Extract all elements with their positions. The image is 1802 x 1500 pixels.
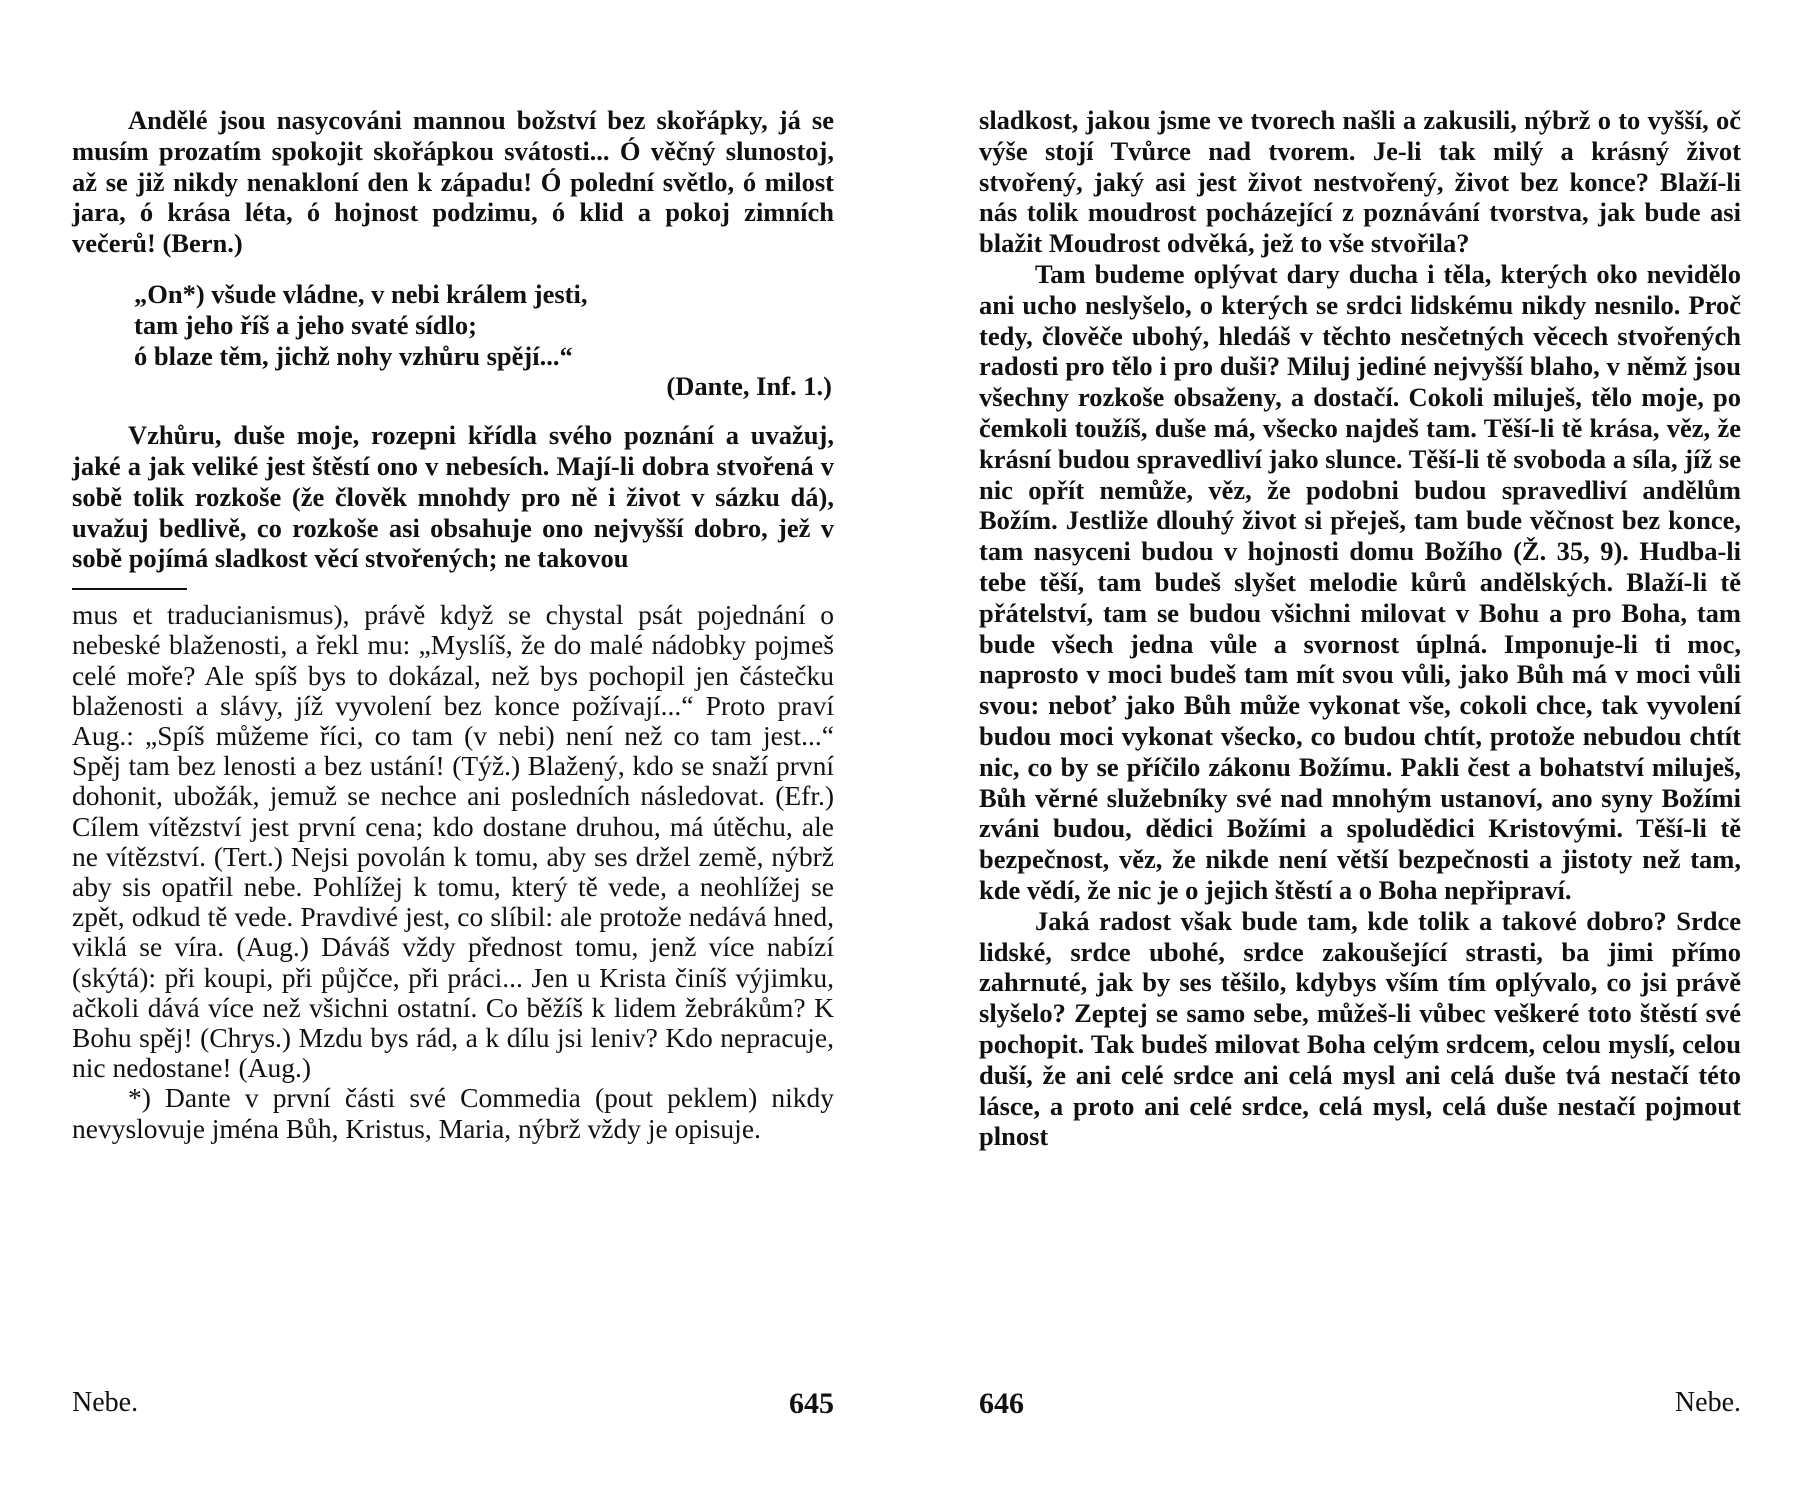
poem-line: ó blaze těm, jichž nohy vzhůru spějí...“ [134,340,573,371]
poem-line: „On*) všude vládne, v nebi králem jesti, [134,278,588,309]
left-text-column [72,105,834,1144]
right-paragraph-joy: Jaká radost však bude tam, kde tolik a takové dobro? Srdce lidské, srdce ubohé, srdce zakoušející strasti, ba jimi přímo zahrnuté, jak by ses těšilo, kdybys vším tím oplývalo, co jsi právě slyšelo? Zeptej se samo sebe, můžeš-li vůbec veškeré toto štěstí své pochopit. Tak budeš milovat Boha celým srdcem, celou myslí, celou duší, že ani celé srdce ani celá mysl ani celá duše tvá nestačí této lásce, a proto ani celé srdce, celá mysl, celá duše nestačí pojmout plnost [979,905,1741,1152]
footnote-rule [72,588,187,590]
footnote-continuation: mus et traducianismus), právě když se chystal psát pojednání o nebeské blaženosti, a řekl mu: „Myslíš, že do malé nádobky pojmeš celé moře? Ale spíš bys to dokázal, než bys pochopil jen částečku blaženosti a slávy, jíž vyvolení bez konce požívají...“ Proto praví Aug.: „Spíš můžeme říci, co tam (v nebi) není než co tam jest...“ Spěj tam bez lenosti a bez ustání! (Týž.) Blažený, kdo se snaží první dohonit, ubožák, jemuž se nechce ani posledních následovat. (Efr.) Cílem vítězství jest první cena; kdo dostane druhou, má útěchu, ale ne vítězství. (Tert.) Nejsi povolán k tomu, aby ses držel země, nýbrž aby sis opatřil nebe. Pohlížej k tomu, který tě vede, a neohlížej se zpět, odkud tě vede. Pravdivé jest, co slíbil: ale protože nedává hned, viklá se víra. (Aug.) Dáváš vždy přednost tomu, jenž více nabízí (skýtá): při koupi, při půjčce, při práci... Jen u Krista činíš výjimku, ačkoli dává více než všichni ostatní. Co běžíš k lidem žebrákům? K Bohu spěj! (Chrys.) Mzdu bys rád, a k dílu jsi leniv? Kdo nepracuje, nic nedostane! (Aug.) [72,599,834,1084]
left-paragraph-upward: Vzhůru, duše moje, rozepni křídla svého poznání a uvažuj, jaké a jak veliké jest štěstí ono v nebesích. Mají-li dobra stvořená v sobě tolik rozkoše (že člověk mnohdy pro ně i život v sázku dá), uvažuj bedlivě, co rozkoše asi obsahuje ono nejvyšší dobro, jež v sobě pojímá sladkost věcí stvořených; ne takovou [72,420,834,574]
running-head: Nebe. [1674,1387,1741,1418]
page-number: 646 [979,1387,1024,1420]
right-paragraph-sweetness: sladkost, jakou jsme ve tvorech našli a zakusili, nýbrž o to vyšší, oč výše stojí Tvůrce nad tvorem. Je-li tak milý a krásný život stvořený, jaký asi jest život nestvořený, život bez konce? Blaží-li nás tolik moudrost pocházející z poznávání tvorstva, jak bude asi blažit Moudrost odvěká, jež to vše stvořila? [979,105,1741,259]
left-paragraph-angels: Andělé jsou nasycováni mannou božství bez skořápky, já se musím prozatím spokojit skořápkou svátosti... Ó věčný slunostoj, až se již nikdy nenakloní den k západu! Ó polední světlo, ó milost jara, ó krása léta, ó hojnost podzimu, ó klid a pokoj zimních večerů! (Bern.) [72,105,834,259]
right-text-column [979,105,1741,1152]
poem-line: tam jeho říš a jeho svaté sídlo; [134,309,477,340]
dante-poem [134,279,834,402]
footnote-dante: *) Dante v první části své Commedia (pout peklem) nikdy nevyslovuje jména Bůh, Kristus, Maria, nýbrž vždy je opisuje. [72,1082,834,1144]
poem-citation: (Dante, Inf. 1.) [666,371,832,402]
right-page [901,0,1802,1500]
page-number: 645 [789,1387,834,1420]
running-head: Nebe. [72,1387,139,1418]
right-paragraph-gifts: Tam budeme oplývat dary ducha i těla, kterých oko nevidělo ani ucho neslyšelo, o kterých se srdci lidskému nikdy nesnilo. Proč tedy, člověče ubohý, hledáš v těchto nesčetných věcech stvořených radosti pro tělo i pro duši? Miluj jediné nejvyšší blaho, v němž jsou všechny rozkoše obsaženy, a dostačí. Cokoli miluješ, tělo moje, po čemkoli toužíš, duše má, všecko najdeš tam. Těší-li tě krása, věz, že krásní budou spravedliví jako slunce. Těší-li tě svoboda a síla, jíž se nic opřít nemůže, věz, že podobni budou spravedliví andělům Božím. Jestliže dlouhý život si přeješ, tam bude věčnost bez konce, tam nasyceni budou v hojnosti domu Božího (Ž. 35, 9). Hudba-li tebe těší, tam budeš slyšet melodie kůrů andělských. Blaží-li tě přátelství, tam se budou všichni milovat v Bohu a pro Boha, tam bude všech jedna vůle a svornost úplná. Imponuje-li ti moc, naprosto v moci budeš tam mít svou vůli, jako Bůh má v moci vůli svou: neboť jako Bůh může vykonat vše, cokoli chce, tak vyvolení budou moci vykonat všecko, co budou chtít, protože nebudou chtít nic, co by se příčilo zákonu Božímu. Pakli čest a bohatství miluješ, Bůh věrné služebníky své nad mnohým ustanoví, ano syny Božími zváni budou, dědici Božími a spoludědici Kristovými. Těší-li tě bezpečnost, věz, že nikde není větší bezpečnosti a jistoty než tam, kde vědí, že nic je o jejich štěstí a o Boha nepřipraví. [979,258,1741,905]
